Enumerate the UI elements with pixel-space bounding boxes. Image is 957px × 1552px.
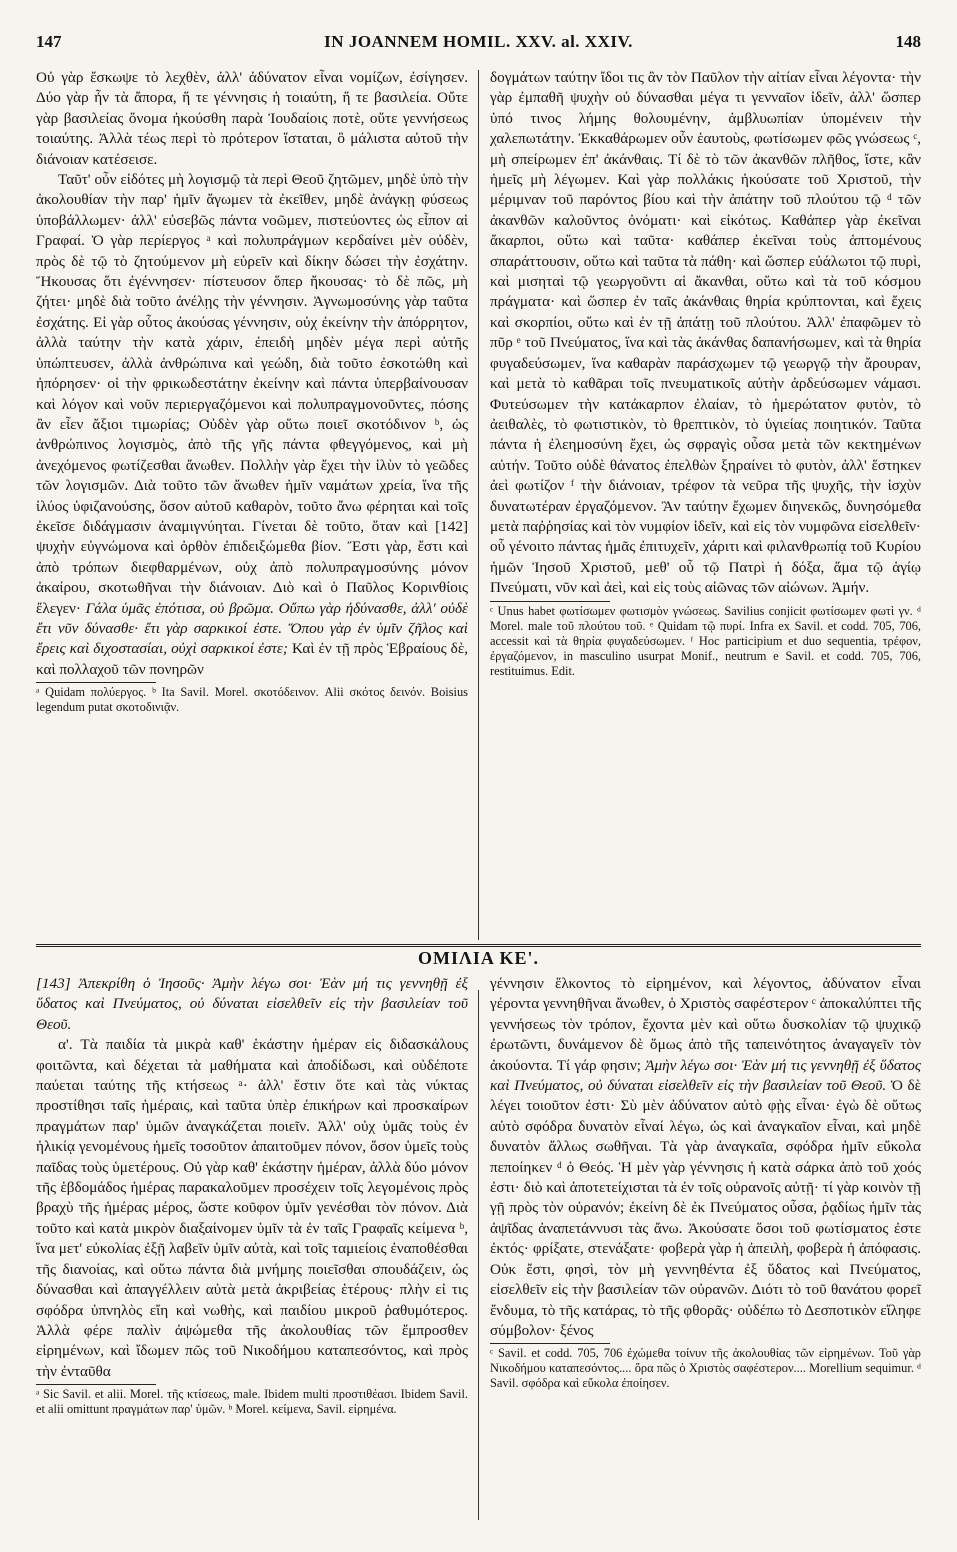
paragraph: α'. Τὰ παιδία τὰ μικρὰ καθ' ἑκάστην ἡμέραν εἰς διδασκάλους φοιτῶντα, καὶ δέχεται τὰ μαθήματα καὶ ἀποδίδωσι, καὶ οὐδέποτε παύεται ταύτης τῆς κτήσεως ᵃ· ἀλλ' ἔστιν ὅτε καὶ τὰς νύκτας προστίθησι ταῖς ἡμέραις, καὶ ταῦτα ὑπὲρ ἐπικήρων καὶ προσκαίρων πραγμάτων παρ' ὑμῶν ἀναγκάζεται ποιεῖν. Ἀλλ' οὐχ ὑμᾶς τοὺς ἐν ἡλικίᾳ γενομένους ἡμεῖς τοσοῦτον ἀπαιτοῦμεν πόνον, ὅσον ὑμεῖς τοὺς παῖδας τοὺς ὑμετέρους. Οὐ γὰρ καθ' ἑκάστην ἡμέραν, ἀλλὰ δύο μόνον τῆς ἑβδομάδος ἡμέρας παρακαλοῦμεν προσέχειν τοῖς λεγομένοις πρὸς βραχὺ τῆς ἡμέρας μέρος, ὥστε κοῦφον ὑμῖν γενέσθαι τὸν πόνον. Διὰ τοῦτο καὶ κατὰ μικρὸν διαξαίνομεν ὑμῖν τὰ ἐν ταῖς Γραφαῖς κείμενα ᵇ, ἵνα μετ' εὐκολίας ἐξῇ λαβεῖν ὑμῖν αὐτὰ, καὶ τοῖς ταμιείοις ἐναποθέσθαι τῆς διανοίας, καὶ οὕτω πάντα διὰ μνήμης ποιεῖσθαι σπουδάζειν, ὡς δύνασθαι καὶ ἀπαγγέλλειν αὐτὰ μετὰ ἀκριβείας ἑτέρους· πλὴν εἰ τις σφόδρα ὑπνηλὸς εἴη καὶ νωθὴς, καὶ παιδίου μικροῦ ῥαθυμότερος. Ἀλλὰ φέρε παλὶν ἀψώμεθα τῆς ἀκολουθίας τῶν ἔμπροσθεν εἰρημένων, καὶ ἴδωμεν πῶς τοῦ Νικοδήμου καταπεσόντος, καὶ πρὸς τὴν ἐνταῦθα <box>36 1036 468 1380</box>
footnote-rule <box>490 601 610 602</box>
paragraph-text: Καὶ ἐν τῇ πρὸς Ἑβραίους δὲ, καὶ πολλαχοῦ τῶν πονηρῶν <box>36 640 468 678</box>
paragraph-text: Ταῦτ' οὖν εἰδότες μὴ λογισμῷ τὰ περὶ Θεοῦ ζητῶμεν, μηδὲ ὑπὸ τὴν ἀκολουθίαν τὴν παρ' ἡμῖν ἄγωμεν τὰ ἐκεῖθεν, μηδὲ ἀνάγκῃ φύσεως ὑποβάλλωμεν· ἀλλ' εὐσεβῶς πάντα νοῶμεν, πιστεύοντες ὡς εἶπον αἱ Γραφαί. Ὁ γὰρ περίεργος ᵃ καὶ πολυπράγμων κερδαίνει μὲν οὐδὲν, πρὸς δὲ τῷ τὸ ζητούμενον μὴ εὑρεῖν καὶ δίκην δώσει τὴν ἐσχάτην. Ἤκουσας ὅτι ἐγέννησεν· πίστευσον ὅπερ ἤκουσας· τὸ δὲ πῶς, μὴ ζήτει· μηδὲ διὰ τοῦτο ἀνέλῃς τὴν γέννησιν. Ἀγνωμοσύνης γὰρ ταῦτα ἐσχάτης. Εἰ γὰρ οὗτος ἀκούσας γέννησιν, οὐχ ἐκείνην τὴν ἀπόρρητον, ἀλλὰ ταύτην τὴν κατὰ χάριν, ἐπειδὴ μηδὲν μέγα περὶ αὐτῆς ὑπώπτευσεν, ἀλλὰ ἀνθρώπινα καὶ γεώδη, διὰ τοῦτο ἐσκοτώθη καὶ ἠπόρησεν· οἱ τὴν φρικωδεστάτην ἐκείνην καὶ πάντα ὑπερβαίνουσαν καὶ λόγον καὶ νοῦν περιεργαζόμενοι καὶ πολυπραγμονοῦντες, πόσης ἂν εἶεν ἄξιοι τιμωρίας; Οὐδὲν γὰρ οὕτω ποιεῖ σκοτόδινον ᵇ, ὡς ἀνθρώπινος λογισμὸς, ἀπὸ τῆς γῆς πάντα φθεγγόμενος, καὶ μὴ ἀνεχόμενος φωτίζεσθαι ἄνωθεν. Πολλὴν γὰρ ἔχει τὴν ἰλὺν τὸ γεῶδες τῶν λογισμῶν. Διὰ τοῦτο τῶν ἄνωθεν ἡμῖν ναμάτων χρεία, ἵνα τῆς ἰλύος ὑφιζανούσης, ὅσον αὐτοῦ καθαρὸν, τοῦτο ἄνω φέρηται καὶ τοῖς ἐκεῖσε διδάγμασιν ἀναμιγνύηται. Γίνεται δὲ τοῦτο, ὅταν καὶ [142] ψυχὴν εὐγνώμονα καὶ ὀρθὸν ἐπιδειξώμεθα βίον. Ἔστι γὰρ, ἔστι καὶ ἀπὸ τρόπων διεφθαρμένων, οὐχ ἀπὸ πολυπραγμοσύνης μόνον ἀκαίρου, σκοτωθῆναι τὴν διάνοιαν. Διὸ καὶ ὁ Παῦλος Κορινθίοις ἔλεγεν· <box>36 171 468 617</box>
page-number-right: 148 <box>895 32 921 51</box>
page-number-left: 147 <box>36 32 62 51</box>
footnote-rule <box>36 682 156 683</box>
section-rule <box>36 944 921 947</box>
scripture-quote: Γάλα ὑμᾶς ἐπότισα, οὐ βρῶμα. Οὔπω γὰρ ἠδύνασθε, ἀλλ' οὐδὲ ἔτι νῦν δύνασθε· ἔτι γὰρ σαρκικοί ἐστε. Ὅπου γὰρ ἐν ὑμῖν ζῆλος καὶ ἔρεις καὶ διχοστασίαι, οὐχὶ σαρκικοί ἐστε; <box>36 599 468 658</box>
bottom-left-column <box>36 974 468 1417</box>
top-left-column <box>36 68 468 715</box>
footnote: ᶜ Savil. et codd. 705, 706 ἐχώμεθα τοίνυν τῆς ἀκολουθίας τῶν εἰρημένων. Τοῦ γὰρ Νικοδήμου καταπεσόντος.... ὅρα πῶς ὁ Χριστὸς σαφέστερον.... Morellium sequimur. ᵈ Savil. σφόδρα καὶ εὔκολα ἐποίησεν. <box>490 1346 921 1391</box>
column-divider-bottom <box>478 990 479 1520</box>
running-title: IN JOANNEM HOMIL. XXV. al. XXIV. <box>324 32 633 51</box>
footnote: ᶜ Unus habet φωτίσωμεν φωτισμὸν γνώσεως. Savilius conjicit φωτίσωμεν φωτὶ γν. ᵈ Morel. male τοῦ πλούτου τοῦ. ᵉ Quidam τῷ πυρί. Infra ex Savil. et codd. 705, 706, accessit καὶ τὰ θηρία φυγαδεύσωμεν. ᶠ Hoc participium et duo sequentia, τρέφον, ἐργαζόμενον, in masculino usurpat Monif., neutrum e Savil. et codd. 705, 706, restituimus. Edit. <box>490 603 921 678</box>
bottom-right-column <box>490 974 921 1391</box>
running-header <box>36 32 921 62</box>
paragraph: Οὐ γὰρ ἔσκωψε τὸ λεχθὲν, ἀλλ' ἀδύνατον εἶναι νομίζων, ἐσίγησεν. Δύο γὰρ ἦν τὰ ἄπορα, ἥ τε γέννησις ἡ τοιαύτη, ἥ τε βασιλεία. Οὔτε γὰρ βασιλείας ὄνομα ἠκούσθη παρὰ Ἰουδαίοις ποτὲ, οὔτε γεννήσεως τοιαύτης. Ἀλλὰ τέως περὶ τὸ πρότερον ἵσταται, ὃ μάλιστα αὐτοῦ τὴν διάνοιαν κατέσεισε. <box>36 69 468 168</box>
paragraph <box>490 974 921 1341</box>
footnote: ᵃ Quidam πολύεργος. ᵇ Ita Savil. Morel. σκοτόδεινον. Alii σκότος δεινόν. Boisius legendum putat σκοτοδινιᾷν. <box>36 685 468 715</box>
paragraph <box>36 170 468 680</box>
footnote-rule <box>490 1343 610 1344</box>
paragraph: δογμάτων ταύτην ἴδοι τις ἂν τὸν Παῦλον τὴν αἰτίαν εἶναι λέγοντα· τὴν γὰρ ἐμπαθῆ ψυχὴν οὐ δύνασθαι μέγα τι γενναῖον ἰδεῖν, ἀλλ' ὥσπερ ὑπό τινος λήμης θολουμένην, ἀμβλυωπίαν ὑπομένειν τὴν χαλεπωτάτην. Ἐκκαθάρωμεν οὖν ἑαυτοὺς, φωτίσωμεν φῶς γνώσεως ᶜ, μὴ σπείρωμεν ἐπ' ἀκάνθαις. Τί δὲ τὸ τῶν ἀκανθῶν πλῆθος, ἴστε, κἂν ἡμεῖς μὴ λέγωμεν. Καὶ γὰρ πολλάκις ἠκούσατε τοῦ Χριστοῦ, τὴν μέριμναν τοῦ παρόντος βίου καὶ τὴν ἀπάτην τοῦ πλούτου τῷ ᵈ τῶν ἀκανθῶν καλοῦντος ὀνόματι· καὶ εἰκότως. Καθάπερ γὰρ ἐκεῖναι ἄκαρποι, οὕτω καὶ ταῦτα· καθάπερ ἐκεῖναι τοὺς ἁπτομένους σπαράττουσιν, οὕτω καὶ ταῦτα τὰ πάθη· καὶ ὥσπερ εὐάλωτοι τῷ πυρὶ, καὶ μισηταὶ τῷ γεωργοῦντι αἱ ἄκανθαι, οὕτω καὶ τὰ τοῦ κόσμου πράγματα· καὶ ὥσπερ ἐν ταῖς ἀκάνθαις θηρία κρύπτονται, καὶ ἔχεις καὶ σκορπίοι, οὕτω καὶ ἐν τῇ ἀπάτῃ τοῦ πλούτου. Ἀλλ' ἐπαφῶμεν τὸ πῦρ ᵉ τοῦ Πνεύματος, ἵνα καὶ τὰς ἀκάνθας δαπανήσωμεν, καὶ τὰ θηρία φυγαδεύσωμεν, ἵνα καθαρὰν παράσχωμεν τῷ γεωργῷ τὴν ἄρουραν, καὶ μετὰ τὸ καθᾶραι τοῖς πνευματικοῖς αὐτὴν ἀρδεύσωμεν νάμασι. Φυτεύσωμεν τὴν κατάκαρπον ἐλαίαν, τὸ ἡμερώτατον φυτὸν, τὸ ἀειθαλὲς, τὸ φωτιστικὸν, τὸ θρεπτικὸν, τὸ ὑγιείας ποιητικόν. Ταῦτα πάντα ἡ ἐλεημοσύνη ἔχει, ὡς σφραγὶς οὖσα μετὰ τῶν κεκτημένων αὐτήν. Τοῦτο οὐδὲ θάνατος ἐπελθὼν ξηραίνει τὸ φυτὸν, ἀλλ' ἕστηκεν ἀεὶ φωτίζον ᶠ τὴν διάνοιαν, τρέφον τὰ νεῦρα τῆς ψυχῆς, τὴν ἰσχὺν δυνατωτέραν ἐργαζόμενον. Ἂν ταύτην ἔχωμεν διηνεκῶς, δυνησόμεθα μετὰ παῤῥησίας καὶ τὸν νυμφίον ἰδεῖν, καὶ εἰς τὸν νυμφῶνα εἰσελθεῖν· οὗ γένοιτο πάντας ἡμᾶς ἐπιτυχεῖν, χάριτι καὶ φιλανθρωπίᾳ τοῦ Κυρίου ἡμῶν Ἰησοῦ Χριστοῦ, μεθ' οὗ τῷ Πατρὶ ἡ δόξα, ἅμα τῷ ἁγίῳ Πνεύματι, νῦν καὶ ἀεὶ, καὶ εἰς τοὺς αἰῶνας τῶν αἰώνων. Ἀμήν. <box>490 69 921 597</box>
homily-text-head: [143] Ἀπεκρίθη ὁ Ἰησοῦς· Ἀμὴν λέγω σοι· Ἐὰν μή τις γεννηθῇ ἐξ ὕδατος καὶ Πνεύματος, οὐ δύναται εἰσελθεῖν εἰς τὴν βασιλείαν τοῦ Θεοῦ. <box>36 975 468 1033</box>
paragraph-text: Ὁ δὲ λέγει τοιοῦτον ἐστι· Σὺ μὲν ἀδύνατον αὐτὸ φῂς εἶναι· ἐγὼ δὲ οὕτως αὐτὸ σφόδρα δυνατὸν εἶναί λέγω, ὡς καὶ ἀναγκαῖον εἶναι, καὶ μηδὲ δυνατὸν ἄλλως σωθῆναι. Τὰ γὰρ ἀναγκαῖα, σφόδρα ἡμῖν εὔκολα πεποίηκεν ᵈ ὁ Θεός. Ἡ μὲν γὰρ γέννησις ἡ κατὰ σάρκα ἀπὸ τοῦ χοός ἐστι· διὸ καὶ ἀποτετείχισται τὰ ἐν τοῖς οὐρανοῖς αὐτῇ· τί γὰρ κοινὸν τῇ γῇ πρὸς τὸν οὐρανόν; ἐκείνη δὲ ἐκ Πνεύματος οὖσα, ῥᾳδίως ἡμῖν τὰς ἀψῖδας ἀναπετάννυσι τὰς ἄνω. Ἀκούσατε ὅσοι τοῦ φωτίσματος ἐστε ἐκτός· φρίξατε, στενάξατε· φοβερὰ γὰρ ἡ ἀπειλὴ, φοβερὰ ἡ ἀπόφασις. Οὐκ ἔστι, φησὶ, τὸν μὴ γεννηθέντα ἐξ ὕδατος καὶ Πνεύματος, εἰσελθεῖν εἰς τὴν βασιλείαν τῶν οὐρανῶν. Διότι τὸ τοῦ θανάτου φορεῖ ἔνδυμα, τὸ τῆς κατάρας, τὸ τῆς φθορᾶς· οὐδέπω τὸ Δεσποτικὸν εἴληφε σύμβολον· ξένος <box>490 1077 921 1339</box>
footnote: ᵃ Sic Savil. et alii. Morel. τῆς κτίσεως, male. Ibidem multi προστιθέασι. Ibidem Savil. et alii omittunt πραγμάτων παρ' ὑμῶν. ᵇ Morel. κείμενα, Savil. εἰρημένα. <box>36 1387 468 1417</box>
column-divider-top <box>478 70 479 940</box>
scripture-quote: Ἀμὴν λέγω σοι· Ἐὰν μή τις γεννηθῇ ἐξ ὕδατος καὶ Πνεύματος, οὐ δύναται εἰσελθεῖν εἰς τὴν βασιλείαν τοῦ Θεοῦ. <box>490 1056 921 1095</box>
paragraph-text: γέννησιν ἕλκοντος τὸ εἰρημένον, καὶ λέγοντος, ἀδύνατον εἶναι γέροντα γεννηθῆναι ἄνωθεν, ὁ Χριστὸς σαφέστερον ᶜ ἀποκαλύπτει τῆς γεννήσεως τὸν τρόπον, ἔχοντα μὲν καὶ οὕτω δυσκολίαν τῷ ψυχικῷ ἐρωτῶντι, δυνάμενον δὲ ὅμως ἀπὸ τῆς ταπεινότητος ἀναγαγεῖν τὸν ἀκούοντα. Τί γάρ φησιν; <box>490 975 921 1074</box>
footnote-rule <box>36 1384 156 1385</box>
homily-title: ΟΜΙΛΙΑ ΚΕ'. <box>418 948 539 968</box>
top-right-column <box>490 68 921 679</box>
